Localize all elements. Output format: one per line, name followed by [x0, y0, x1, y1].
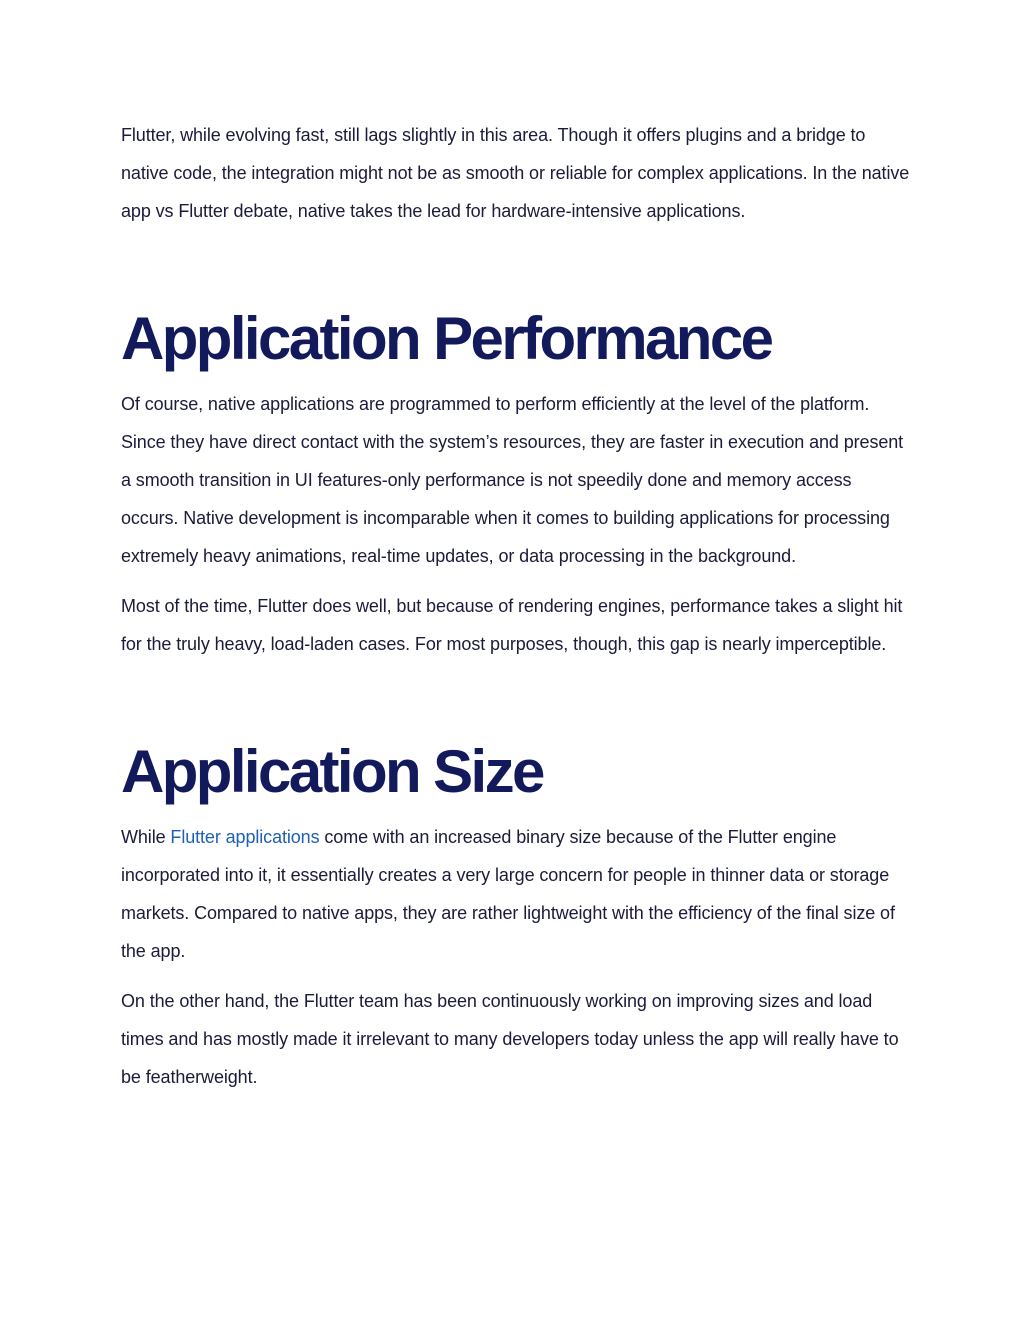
size-paragraph-1-suffix: come with an increased binary size because of the Flutter engine incorporated into it, it essentially creates a very large concern for people in thinner data or storage markets. Compared to native apps, they are rather lightweight with the efficiency of the final size of the app. [121, 827, 895, 961]
size-paragraph-2: On the other hand, the Flutter team has been continuously working on improving sizes and load times and has mostly made it irrelevant to many developers today unless the app will really have to be featherweight. [121, 991, 899, 1087]
performance-paragraph-2: Most of the time, Flutter does well, but because of rendering engines, performance takes a slight hit for the truly heavy, load-laden cases. For most purposes, though, this gap is nearly imperceptible. [121, 596, 903, 654]
article-body [121, 116, 911, 1096]
intro-paragraph: Flutter, while evolving fast, still lags slightly in this area. Though it offers plugins and a bridge to native code, the integration might not be as smooth or reliable for complex applications. In the native app vs Flutter debate, native takes the lead for hardware-intensive applications. [121, 125, 910, 221]
size-paragraph-1 [121, 818, 911, 970]
size-paragraph-1-prefix: While [121, 827, 171, 847]
flutter-applications-link[interactable]: Flutter applications [170, 827, 320, 847]
performance-paragraph-1: Of course, native applications are programmed to perform efficiently at the level of the platform. Since they have direct contact with the system’s resources, they are faster in execution and present a smooth transition in UI features-only performance is not speedily done and memory access occurs. Native development is incomparable when it comes to building applications for processing extremely heavy animations, real-time updates, or data processing in the background. [121, 394, 904, 566]
section-heading-size: Application Size [121, 738, 543, 805]
section-heading-performance: Application Performance [121, 305, 772, 372]
